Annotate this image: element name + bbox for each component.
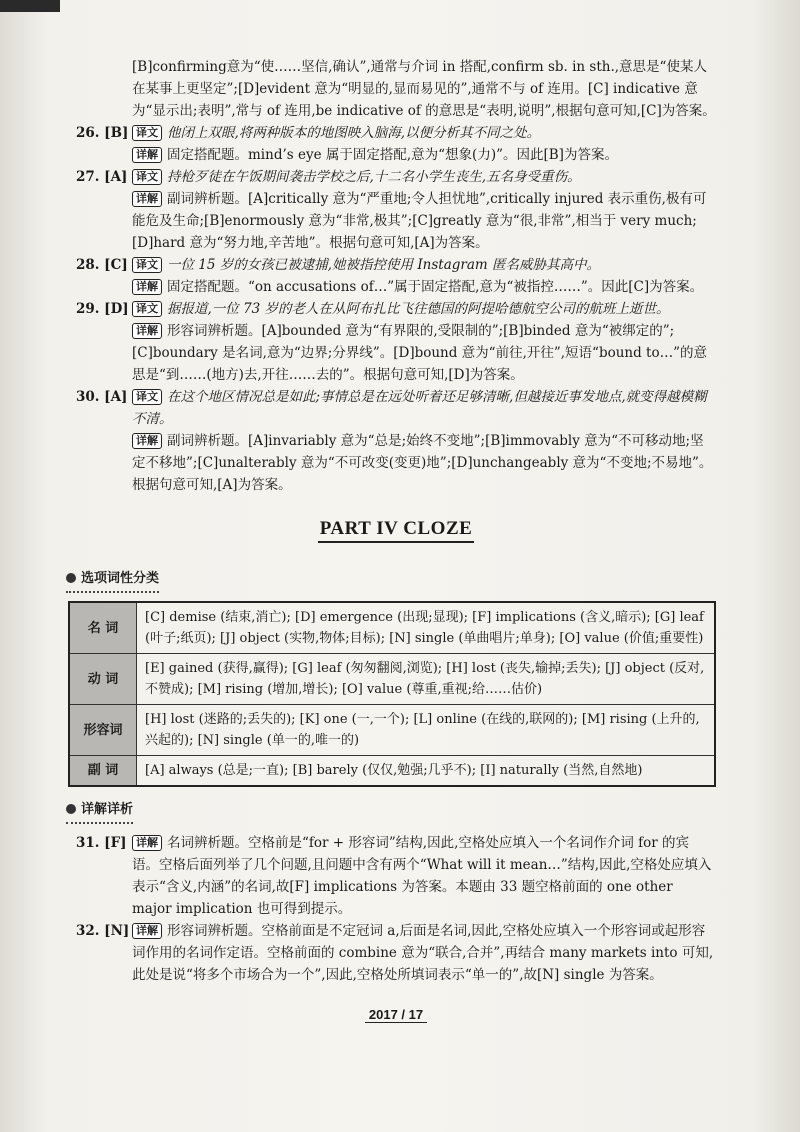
translation-text: 持枪歹徒在午饭期间袭击学校之后,十二名小学生丧生,五名身受重伤。 (167, 169, 581, 185)
answer-item (76, 254, 716, 298)
table-row (69, 602, 715, 654)
translation-text: 他闭上双眼,将两种版本的地图映入脑海,以便分析其不同之处。 (167, 125, 541, 141)
row-content: [E] gained (获得,赢得); [G] leaf (匆匆翻阅,浏览); [H] lost (丧失,输掉;丢失); [J] object (反对,不赞成); [M] rising (增加,增长); [O] value (尊重,重视;给……估价) (137, 654, 716, 705)
word-class-table (68, 601, 716, 787)
row-content: [H] lost (迷路的;丢失的); [K] one (一,一个); [L] online (在线的,联网的); [M] rising (上升的,兴起的); [N] single (单一的,唯一的) (137, 705, 716, 756)
detail-list (76, 832, 716, 986)
detail-heading: 详解详析 (66, 799, 133, 824)
row-content: [A] always (总是;一直); [B] barely (仅仅,勉强;几乎不); [I] naturally (当然,自然地) (137, 756, 716, 787)
explanation-text: 形容词辨析题。空格前面是不定冠词 a,后面是名词,因此,空格处应填入一个形容词或起形容词作用的名词作定语。空格前面的 combine 意为“联合,合并”,再结合 many markets into 可知,此处是说“将多个市场合为一个”,因此,空格处所填词表示“单一的”,故[N] single 为答案。 (132, 923, 714, 983)
detail-item (76, 832, 716, 920)
row-label: 动 词 (69, 654, 137, 705)
explanation-tag: 详解 (132, 433, 162, 449)
table-row (69, 756, 715, 787)
explanation-tag: 详解 (132, 147, 162, 163)
page-content (76, 56, 716, 1026)
explanation-text: 形容词辨析题。[A]bounded 意为“有界限的,受限制的”;[B]binded 意为“被绑定的”;[C]boundary 是名词,意为“边界;分界线”。[D]bound 意为“前往,开往”,短语“bound to…”的意思是“到……(地方)去,开往……去的”。根据句意可知,[D]为答案。 (132, 323, 708, 383)
answer-number: 26. [B] (76, 125, 129, 141)
part-title: PART IV CLOZE (76, 518, 716, 540)
explanation-tag: 详解 (132, 835, 162, 851)
answer-number: 30. [A] (76, 389, 128, 405)
answer-list (76, 122, 716, 496)
explanation-line (132, 920, 716, 986)
explanation-text: 副词辨析题。[A]critically 意为“严重地;令人担忧地”,critically injured 表示重伤,极有可能危及生命;[B]enormously 意为“非常,极其”;[C]greatly 意为“很,非常”,相当于 very much;[D]hard 意为“努力地,辛苦地”。根据句意可知,[A]为答案。 (132, 191, 707, 251)
translation-tag: 译文 (132, 389, 162, 405)
answer-item (76, 166, 716, 254)
explanation-tag: 详解 (132, 191, 162, 207)
bullet-icon (66, 573, 76, 583)
table-row (69, 705, 715, 756)
translation-text: 据报道,一位 73 岁的老人在从阿布扎比飞往德国的阿提哈德航空公司的航班上逝世。 (167, 301, 670, 317)
table-row (69, 654, 715, 705)
translation-text: 在这个地区情况总是如此;事情总是在远处听着还足够清晰,但越接近事发地点,就变得越模糊不清。 (132, 389, 707, 427)
translation-tag: 译文 (132, 301, 162, 317)
explanation-text: 名词辨析题。空格前是“for + 形容词”结构,因此,空格处应填入一个名词作介词 for 的宾语。空格后面列举了几个问题,且问题中含有两个“What will it mean…”结构,因此,空格处应填入表示“含义,内涵”的名词,故[F] implications 为答案。本题由 33 题空格前面的 one other major implication 也可得到提示。 (132, 835, 712, 917)
row-label: 形容词 (69, 705, 137, 756)
translation-line (132, 386, 716, 430)
row-label: 副 词 (69, 756, 137, 787)
explanation-text: 固定搭配题。“on accusations of…”属于固定搭配,意为“被指控……”。因此[C]为答案。 (167, 279, 704, 295)
explanation-text: 副词辨析题。[A]invariably 意为“总是;始终不变地”;[B]immovably 意为“不可移动地;坚定不移地”;[C]unalterably 意为“不可改变(变更)地”;[D]unchangeably 意为“不变地;不易地”。根据句意可知,[A]为答案。 (132, 433, 713, 493)
explanation-line (132, 320, 716, 386)
explanation-line (132, 832, 716, 920)
explanation-tag: 详解 (132, 923, 162, 939)
answer-number: 27. [A] (76, 169, 128, 185)
answer-item (76, 122, 716, 166)
row-content: [C] demise (结束,消亡); [D] emergence (出现;显现); [F] implications (含义,暗示); [G] leaf (叶子;纸页); [J] object (实物,物体;目标); [N] single (单曲唱片;单身); [O] value (价值;重要性) (137, 602, 716, 654)
row-label: 名 词 (69, 602, 137, 654)
intro-paragraph: [B]confirming意为“使……坚信,确认”,通常与介词 in 搭配,confirm sb. in sth.,意思是“使某人在某事上更坚定”;[D]evident 意为“明显的,显而易见的”,通常不与 of 连用。[C] indicative 意为“显示出;表明”,常与 of 连用,be indicative of 的意思是“表明,说明”,根据句意可知,[C]为答案。 (132, 59, 716, 119)
translation-line (132, 166, 716, 188)
translation-line (132, 122, 716, 144)
translation-line (132, 254, 716, 276)
answer-number: 29. [D] (76, 301, 129, 317)
explanation-tag: 详解 (132, 279, 162, 295)
scan-corner-shadow (0, 0, 60, 12)
translation-tag: 译文 (132, 125, 162, 141)
classification-heading: 选项词性分类 (66, 568, 159, 593)
answer-number: 31. [F] (76, 835, 127, 851)
translation-text: 一位 15 岁的女孩已被逮捕,她被指控使用 Instagram 匿名威胁其高中。 (167, 257, 601, 273)
explanation-line (132, 144, 716, 166)
translation-tag: 译文 (132, 169, 162, 185)
answer-item (76, 298, 716, 386)
bullet-icon (66, 804, 76, 814)
detail-item (76, 920, 716, 986)
explanation-line (132, 276, 716, 298)
explanation-text: 固定搭配题。mind’s eye 属于固定搭配,意为“想象(力)”。因此[B]为答案。 (167, 147, 618, 163)
explanation-line (132, 430, 716, 496)
answer-number: 32. [N] (76, 923, 130, 939)
explanation-tag: 详解 (132, 323, 162, 339)
translation-line (132, 298, 716, 320)
translation-tag: 译文 (132, 257, 162, 273)
explanation-line (132, 188, 716, 254)
page-number: 2017 / 17 (76, 1004, 716, 1026)
answer-item (76, 386, 716, 496)
answer-number: 28. [C] (76, 257, 128, 273)
